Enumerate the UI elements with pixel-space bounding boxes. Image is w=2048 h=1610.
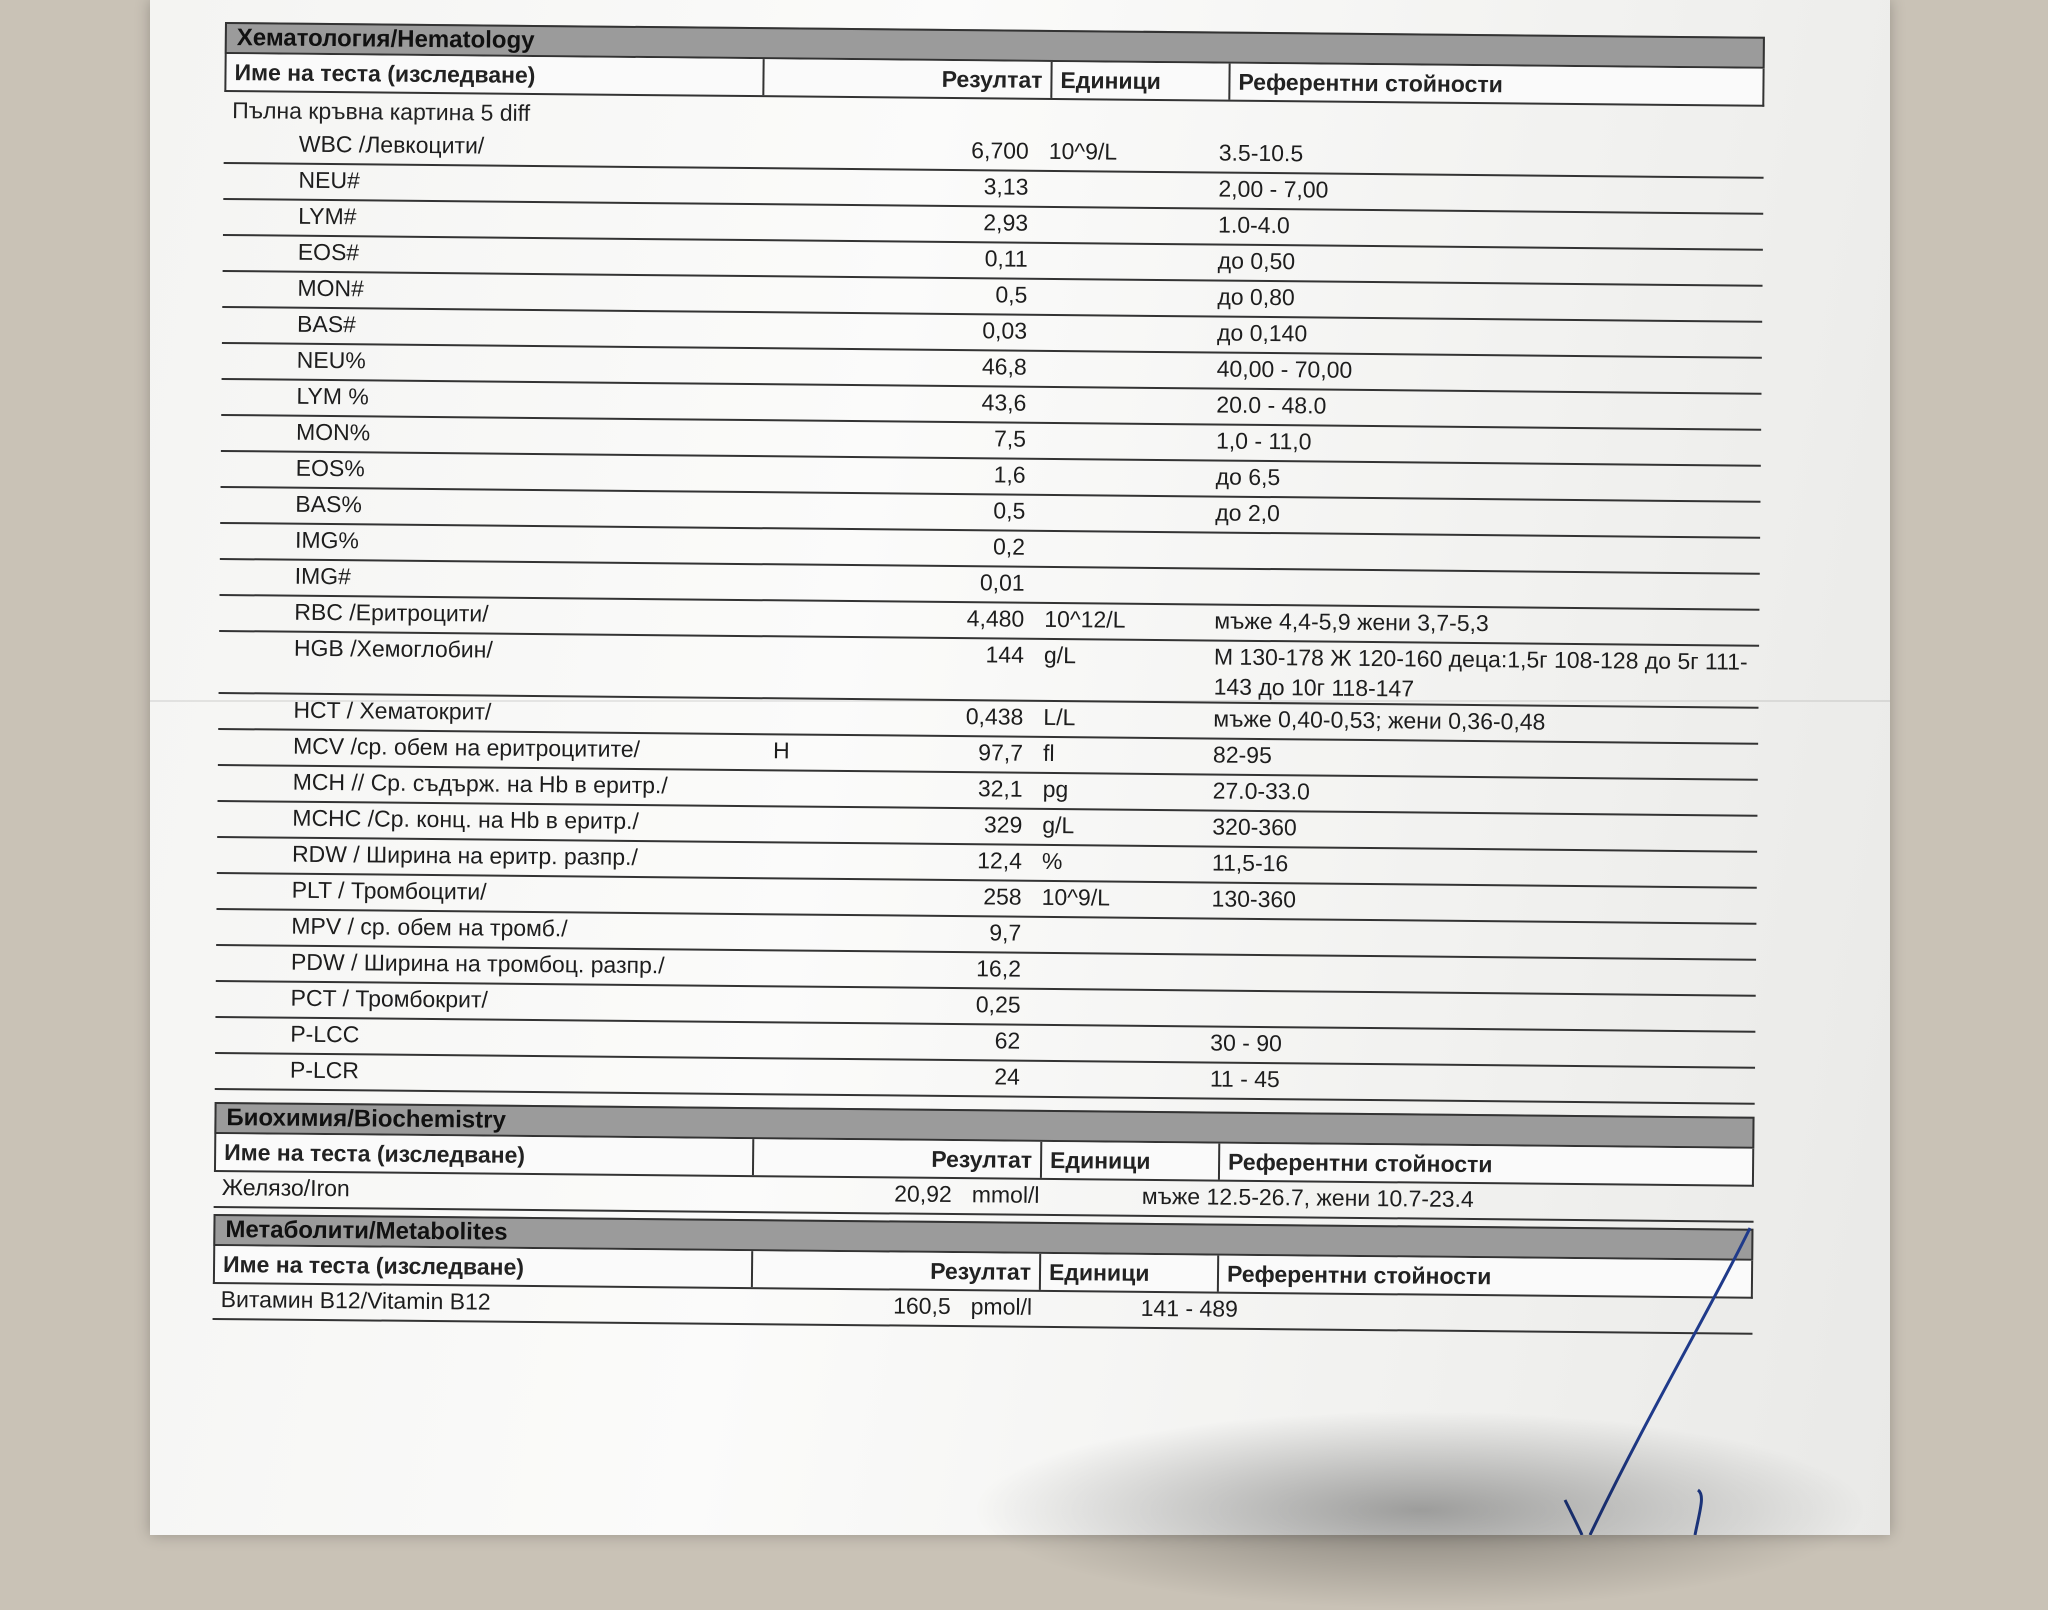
test-result: 43,6	[981, 389, 1027, 416]
test-result: 7,5	[993, 425, 1027, 452]
test-reference: 11 - 45	[1209, 1065, 1280, 1093]
test-reference: до 6,5	[1215, 463, 1281, 491]
test-result: 97,7	[978, 739, 1024, 766]
test-result: 9,7	[989, 919, 1022, 946]
header-reference: Референтни стойности	[1226, 1260, 1492, 1290]
test-result: 12,4	[977, 847, 1023, 874]
header-test-name: Име на теста (изследване)	[226, 54, 764, 95]
test-reference: 3.5-10.5	[1218, 139, 1304, 167]
section-title: Метаболити/Metabolites	[213, 1214, 1753, 1261]
test-result: 329	[983, 811, 1023, 838]
test-units: fl	[1042, 739, 1055, 766]
test-result: 20,92	[894, 1180, 952, 1208]
header-reference: Референтни стойности	[1238, 68, 1503, 98]
test-name: WBC /Левкоцити/	[298, 130, 485, 159]
section-title: Хематология/Hematology	[225, 22, 1765, 69]
test-result: 0,5	[993, 497, 1026, 524]
test-result: 0,438	[965, 703, 1024, 730]
test-result: 32,1	[977, 775, 1023, 802]
test-name: MON%	[295, 418, 371, 446]
test-result: 144	[985, 641, 1025, 668]
test-result: 4,480	[966, 605, 1025, 632]
test-reference: до 2,0	[1215, 499, 1281, 527]
test-reference: до 0,80	[1217, 283, 1295, 311]
test-reference: мъже 4,4-5,9 жени 3,7-5,3	[1214, 607, 1489, 637]
test-name: BAS#	[296, 310, 357, 338]
test-name: HCT / Хематокрит/	[293, 696, 492, 725]
header-test-name: Име на теста (изследване)	[215, 1246, 753, 1287]
test-name: NEU%	[296, 346, 366, 374]
test-reference: 1,0 - 11,0	[1215, 427, 1312, 455]
test-name: IMG%	[294, 526, 360, 554]
test-result: 0,2	[992, 533, 1026, 560]
test-result: 2,93	[983, 209, 1029, 236]
test-units: 10^12/L	[1044, 605, 1126, 633]
test-units: 10^9/L	[1041, 883, 1111, 911]
test-name: RDW / Ширина на еритр. разпр./	[291, 840, 639, 871]
test-name: Желязо/Iron	[221, 1174, 350, 1202]
handwritten-signature	[150, 0, 1890, 1535]
header-units: Единици	[1052, 62, 1230, 100]
test-name: RBC /Еритроцити/	[294, 598, 489, 627]
test-units: g/L	[1042, 811, 1075, 839]
test-result: 0,25	[975, 991, 1021, 1018]
test-reference: 40,00 - 70,00	[1216, 355, 1353, 383]
test-name: IMG#	[294, 562, 352, 590]
test-reference: 130-360	[1211, 885, 1297, 913]
test-result: 0,5	[995, 281, 1028, 308]
test-units: pmol/l	[970, 1293, 1033, 1320]
test-name: PLT / Тромбоцити/	[291, 876, 487, 905]
test-result: 24	[994, 1063, 1021, 1090]
test-result: 258	[983, 883, 1022, 910]
test-units: pg	[1042, 775, 1069, 803]
section-title: Биохимия/Biochemistry	[214, 1102, 1754, 1149]
test-result: 0,11	[984, 245, 1028, 272]
test-result: 1,6	[993, 461, 1026, 488]
lab-report-paper	[150, 0, 1890, 1535]
header-reference: Референтни стойности	[1227, 1148, 1493, 1178]
test-result: 3,13	[983, 173, 1029, 200]
test-result: 46,8	[981, 353, 1027, 380]
test-result: 0,03	[982, 317, 1028, 344]
test-reference: 11,5-16	[1211, 849, 1289, 877]
test-reference: до 0,50	[1217, 247, 1296, 275]
test-name: LYM %	[296, 382, 369, 410]
test-name: NEU#	[298, 166, 360, 194]
header-units: Единици	[1042, 1142, 1220, 1180]
test-name: EOS%	[295, 454, 365, 482]
test-result: 0,01	[979, 569, 1025, 596]
test-name: P-LCC	[290, 1020, 360, 1048]
test-name: PDW / Ширина на тромбоц. разпр./	[290, 948, 665, 979]
test-reference: мъже 12.5-26.7, жени 10.7-23.4	[1141, 1182, 1474, 1213]
test-reference: 1.0-4.0	[1217, 211, 1290, 239]
test-name: MCV /ср. обем на еритроцитите/	[292, 732, 641, 763]
test-name: MCHC /Ср. конц. на Hb в еритр./	[292, 804, 640, 835]
test-reference: 320-360	[1212, 813, 1297, 841]
header-units: Единици	[1041, 1254, 1219, 1292]
test-group-label: Пълна кръвна картина 5 diff	[232, 97, 531, 126]
test-reference: 141 - 489	[1140, 1294, 1239, 1322]
header-test-name: Име на теста (изследване)	[216, 1134, 754, 1175]
test-name: MCH // Ср. съдърж. на Hb в еритр./	[292, 768, 668, 799]
test-name: Витамин B12/Vitamin B12	[220, 1286, 491, 1315]
header-result: Резултат	[753, 1251, 1041, 1290]
test-units: %	[1041, 847, 1063, 875]
result-flag: H	[772, 737, 790, 764]
camera-shadow	[970, 1410, 1870, 1610]
test-units: L/L	[1043, 703, 1076, 731]
test-reference: 30 - 90	[1210, 1029, 1282, 1057]
test-reference: 20.0 - 48.0	[1216, 391, 1327, 419]
test-name: PCT / Тромбокрит/	[290, 984, 489, 1013]
test-reference: 2,00 - 7,00	[1218, 175, 1329, 203]
test-name: P-LCR	[289, 1056, 360, 1084]
test-reference: 82-95	[1212, 741, 1272, 769]
header-result: Резултат	[754, 1139, 1042, 1178]
test-result: 62	[994, 1027, 1021, 1054]
test-result: 6,700	[971, 137, 1029, 164]
test-reference: мъже 0,40-0,53; жени 0,36-0,48	[1213, 705, 1546, 735]
test-reference: 27.0-33.0	[1212, 777, 1310, 805]
test-units: mmol/l	[971, 1181, 1040, 1208]
test-name: EOS#	[297, 238, 360, 266]
test-name: MON#	[297, 274, 365, 302]
test-units: g/L	[1043, 641, 1077, 669]
test-units: 10^9/L	[1048, 137, 1118, 165]
header-result: Резултат	[764, 59, 1052, 98]
test-reference: М 130-178 Ж 120-160 деца:1,5г 108-128 до 5г 111-143 до 10г 118-147	[1213, 643, 1748, 702]
test-name: LYM#	[298, 202, 357, 230]
test-result: 160,5	[893, 1292, 951, 1320]
test-reference: до 0,140	[1216, 319, 1308, 347]
test-result: 16,2	[976, 955, 1022, 982]
test-name: BAS%	[295, 490, 362, 518]
test-name: MPV / ср. обем на тромб./	[291, 912, 568, 942]
test-name: HGB /Хемоглобин/	[293, 634, 493, 663]
